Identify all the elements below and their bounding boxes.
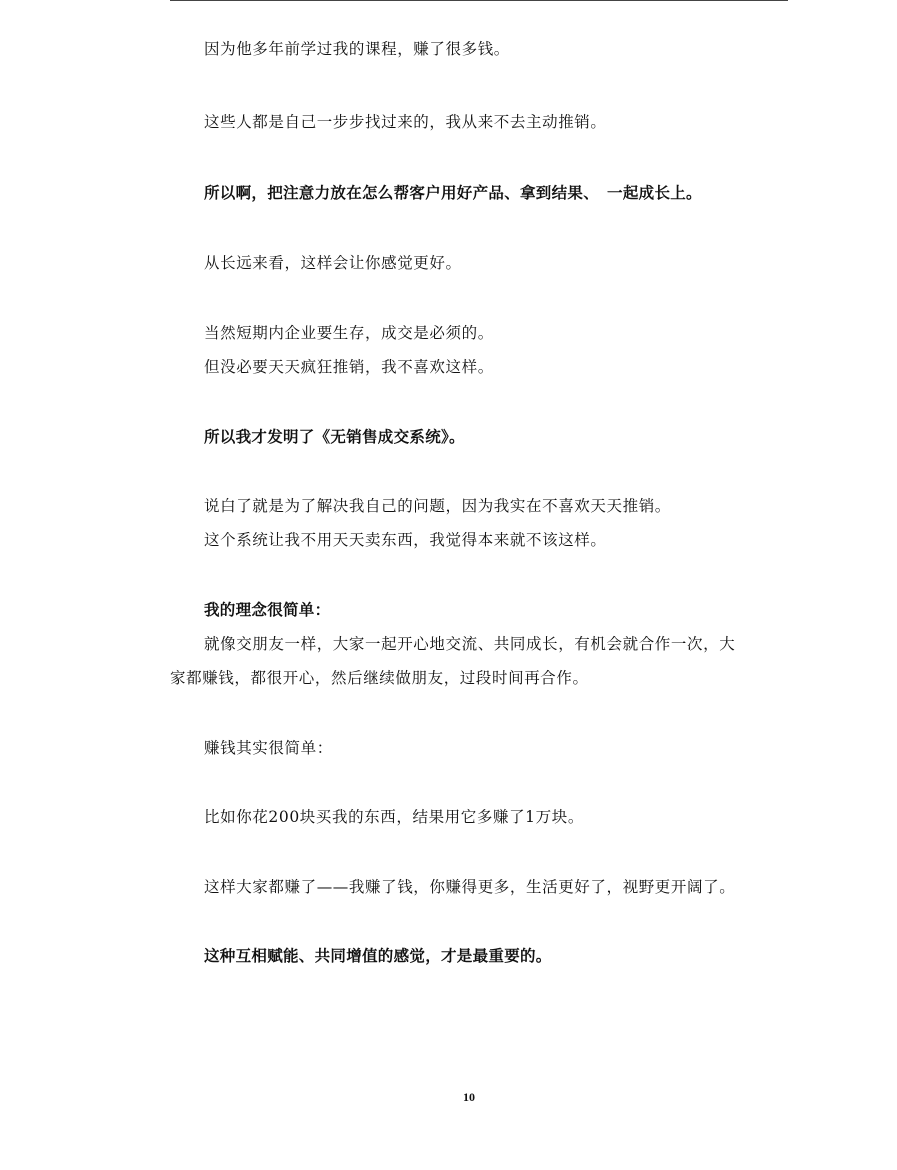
header-rule [170, 0, 788, 1]
paragraph-line: 家都赚钱，都很开心，然后继续做朋友，过段时间再合作。 [170, 669, 589, 687]
paragraph-line: 当然短期内企业要生存，成交是必须的。 [204, 324, 494, 342]
paragraph-line: 说白了就是为了解决我自己的问题，因为我实在不喜欢天天推销。 [204, 497, 671, 515]
paragraph-line: 从长远来看，这样会让你感觉更好。 [204, 254, 462, 272]
paragraph-line: 就像交朋友一样，大家一起开心地交流、共同成长，有机会就合作一次，大 [204, 635, 736, 653]
paragraph-line: 这些人都是自己一步步找过来的，我从来不去主动推销。 [204, 113, 607, 131]
paragraph-line: 但没必要天天疯狂推销，我不喜欢这样。 [204, 358, 494, 376]
paragraph-line: 这样大家都赚了——我赚了钱，你赚得更多，生活更好了，视野更开阔了。 [204, 878, 736, 896]
paragraph-line: 比如你花200块买我的东西，结果用它多赚了1万块。 [204, 808, 584, 826]
emphasis-line: 所以啊，把注意力放在怎么帮客户用好产品、拿到结果、 一起成长上。 [204, 184, 702, 202]
page-number: 10 [463, 1090, 475, 1104]
emphasis-line: 所以我才发明了《无销售成交系统》。 [204, 428, 465, 446]
paragraph-line: 这个系统让我不用天天卖东西，我觉得本来就不该这样。 [204, 531, 607, 549]
emphasis-line: 这种互相赋能、共同增值的感觉，才是最重要的。 [204, 947, 552, 965]
paragraph-line: 赚钱其实很简单： [204, 739, 333, 757]
paragraph-line: 因为他多年前学过我的课程，赚了很多钱。 [204, 40, 510, 58]
section-heading: 我的理念很简单： [204, 601, 331, 619]
